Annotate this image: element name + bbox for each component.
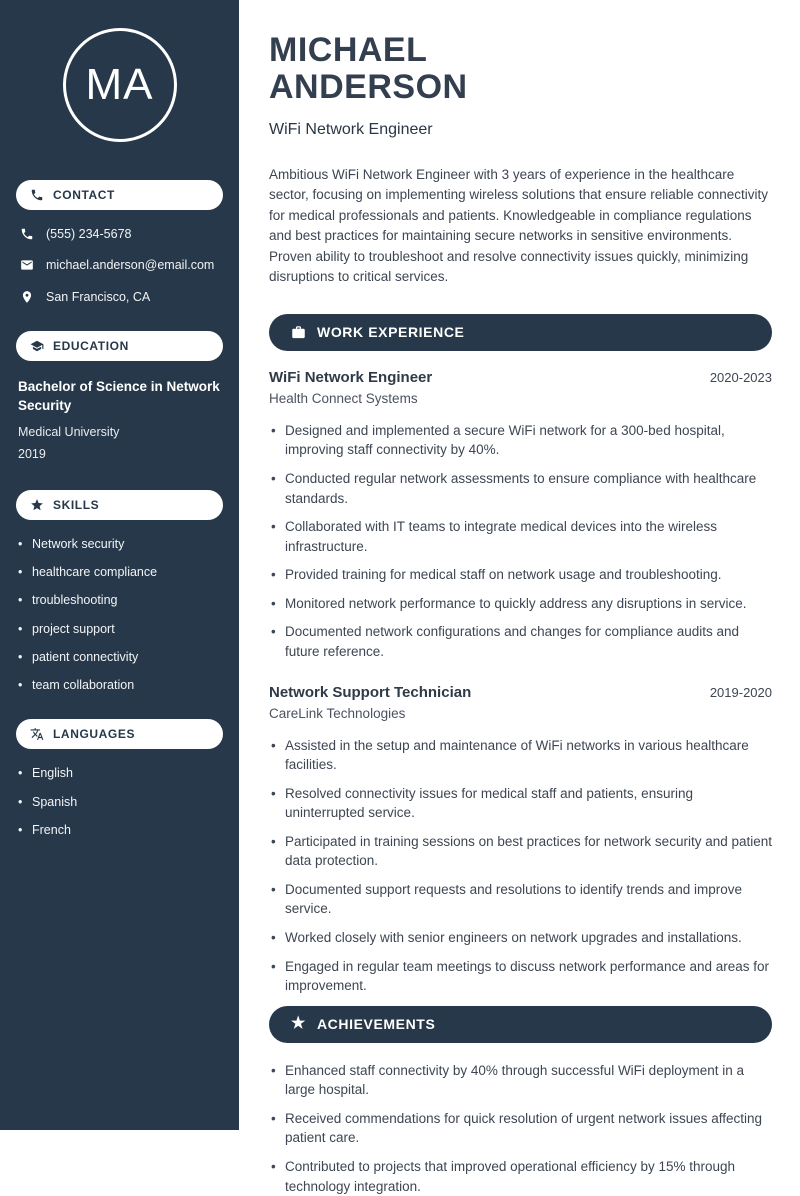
contact-location: San Francisco, CA [46, 289, 151, 304]
list-item: • Provided training for medical staff on network usage and troubleshooting. [269, 565, 772, 585]
location-pin-icon [20, 290, 34, 304]
job-entry-company: Health Connect Systems [269, 390, 418, 406]
languages-header [16, 719, 223, 749]
job-entry [269, 369, 772, 662]
avatar-initials: MA [85, 60, 154, 109]
star-icon: ★ [291, 1015, 306, 1033]
contact-section [16, 180, 223, 305]
list-item: • Assisted in the setup and maintenance of WiFi networks in various healthcare facilities. [269, 736, 772, 775]
contact-header-label: CONTACT [53, 188, 115, 202]
main-content [239, 0, 800, 1194]
avatar [63, 28, 177, 142]
achievements-header-label: ACHIEVEMENTS [316, 1016, 436, 1033]
skills-section [16, 490, 223, 694]
job-bullet-list [269, 421, 772, 662]
sidebar [0, 0, 239, 1130]
page-title [269, 32, 772, 107]
education-header-label: EDUCATION [53, 338, 129, 353]
list-item: • Conducted regular network assessments to ensure compliance with healthcare standards. [269, 469, 772, 508]
translate-icon [30, 727, 44, 741]
job-bullet-list [269, 736, 772, 996]
job-title: WiFi Network Engineer [269, 120, 433, 138]
graduation-cap-icon [30, 339, 44, 353]
skills-header [16, 490, 223, 520]
phone-icon [20, 227, 34, 241]
job-entry-title: WiFi Network Engineer [269, 368, 433, 386]
work-experience-header-label: WORK EXPERIENCE [317, 324, 465, 341]
list-item: • Engaged in regular team meetings to discuss network performance and areas for improvement. [269, 957, 772, 996]
job-head [269, 684, 772, 701]
list-item: • Received commendations for quick resolution of urgent network issues affecting patient care. [269, 1109, 772, 1148]
list-item: • Monitored network performance to quickly address any disruptions in service. [269, 594, 772, 614]
languages-header-label: LANGUAGES [53, 727, 136, 742]
list-item: • English [18, 765, 221, 781]
contact-email-row [20, 257, 219, 273]
languages-list [18, 765, 221, 838]
languages-section [16, 719, 223, 838]
list-item: • Network security [18, 536, 221, 552]
list-item: • healthcare compliance [18, 564, 221, 580]
skills-header-label: SKILLS [53, 497, 100, 512]
list-item: • patient connectivity [18, 649, 221, 665]
name-line-2: ANDERSON [269, 68, 468, 107]
job-head [269, 369, 772, 386]
education-year: 2019 [18, 447, 46, 462]
phone-icon [30, 188, 44, 202]
list-item: • Enhanced staff connectivity by 40% through successful WiFi deployment in a large hospital. [269, 1061, 772, 1100]
list-item: • Documented support requests and resolutions to identify trends and improve service. [269, 880, 772, 919]
education-school: Medical University [18, 424, 120, 439]
list-item: • Worked closely with senior engineers on network upgrades and installations. [269, 928, 772, 948]
job-entry-dates: 2020-2023 [709, 369, 772, 385]
mail-icon [20, 258, 34, 272]
achievements-header [269, 1006, 772, 1043]
list-item: • Contributed to projects that improved operational efficiency by 15% through technology integration. [269, 1157, 772, 1196]
education-degree: Bachelor of Science in Network Security [18, 378, 220, 414]
list-item: • Collaborated with IT teams to integrate medical devices into the wireless infrastructure. [269, 517, 772, 556]
contact-header [16, 180, 223, 210]
contact-location-row [20, 289, 219, 305]
briefcase-icon [291, 325, 306, 340]
list-item: • Spanish [18, 794, 221, 810]
education-section [16, 331, 223, 464]
list-item: • Participated in training sessions on best practices for network security and patient data protection. [269, 832, 772, 871]
summary-paragraph: Ambitious WiFi Network Engineer with 3 years of experience in the healthcare sector, focusing on implementing wireless solutions that ensure reliable connectivity for medical professionals and patients. Knowledgeable in compliance regulations and best practices for maintaining secure networks in sensitive environments. Proven ability to troubleshoot and resolve connectivity issues quickly, minimizing disruptions to critical services. [269, 166, 769, 285]
education-header [16, 331, 223, 361]
list-item: • French [18, 822, 221, 838]
list-item: • Designed and implemented a secure WiFi network for a 300-bed hospital, improving staff connectivity by 40%. [269, 421, 772, 460]
list-item: • Resolved connectivity issues for medical staff and patients, ensuring uninterrupted service. [269, 784, 772, 823]
job-entry-dates: 2019-2020 [709, 684, 772, 700]
name-line-1: MICHAEL [269, 31, 428, 69]
list-item: • Documented network configurations and changes for compliance audits and future reference. [269, 622, 772, 661]
contact-phone: (555) 234-5678 [46, 227, 132, 241]
list-item: • project support [18, 621, 221, 637]
contact-phone-row [20, 226, 219, 242]
list-item: • troubleshooting [18, 592, 221, 608]
job-entry-company: CareLink Technologies [269, 705, 406, 721]
list-item: • team collaboration [18, 677, 221, 693]
skills-list [18, 536, 221, 694]
achievements-list [269, 1061, 772, 1196]
star-icon [30, 498, 44, 512]
job-entry [269, 684, 772, 996]
work-experience-header [269, 314, 772, 351]
job-entry-title: Network Support Technician [269, 683, 472, 701]
contact-email: michael.anderson@email.com [46, 258, 215, 273]
